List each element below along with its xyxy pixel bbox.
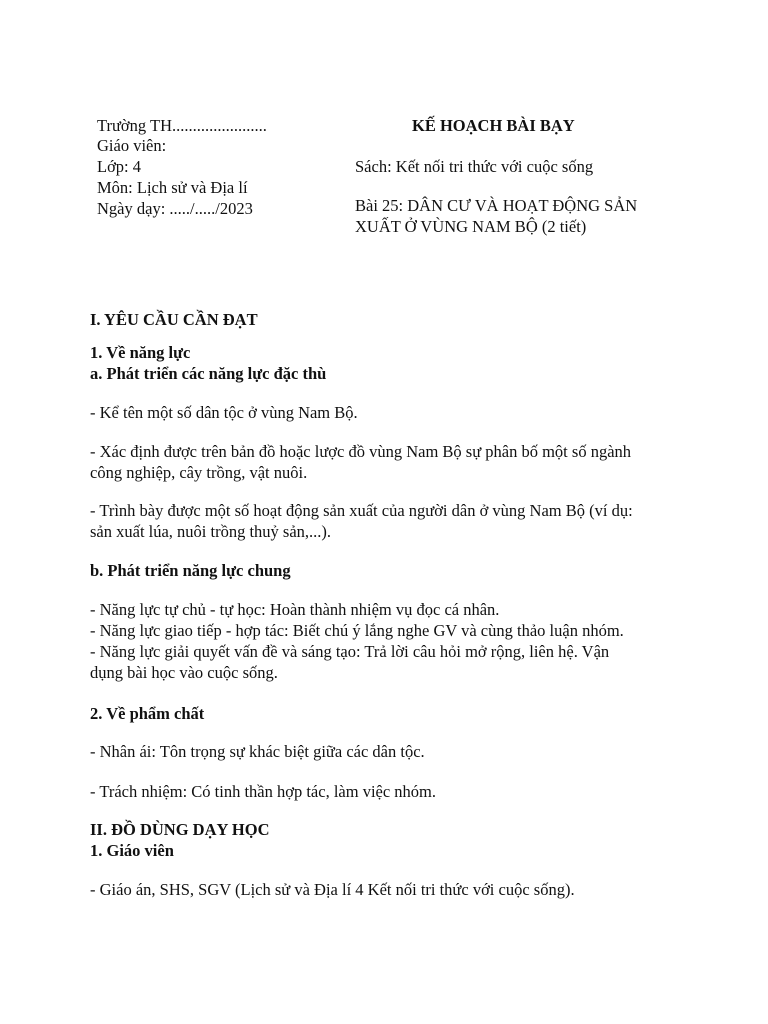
list-item: - Xác định được trên bản đồ hoặc lược đồ vùng Nam Bộ sự phân bố một số ngành	[90, 442, 632, 461]
plan-title: KẾ HOẠCH BÀI BẠY	[412, 116, 575, 135]
specific-competence-heading: a. Phát triển các năng lực đặc thù	[90, 364, 327, 383]
school-line: Trường TH.......................	[97, 116, 267, 135]
subject-line: Môn: Lịch sử và Địa lí	[97, 178, 248, 197]
list-item: - Năng lực tự chủ - tự học: Hoàn thành nhiệm vụ đọc cá nhân.	[90, 600, 500, 619]
list-item: - Năng lực giao tiếp - hợp tác: Biết chú ý lắng nghe GV và cùng thảo luận nhóm.	[90, 621, 624, 640]
teacher-materials-heading: 1. Giáo viên	[90, 841, 174, 860]
section-2-heading: II. ĐỒ DÙNG DẠY HỌC	[90, 820, 270, 839]
grade-line: Lớp: 4	[97, 157, 142, 176]
quality-heading: 2. Về phẩm chất	[90, 704, 205, 723]
list-item: - Nhân ái: Tôn trọng sự khác biệt giữa các dân tộc.	[90, 742, 425, 761]
general-competence-heading: b. Phát triển năng lực chung	[90, 561, 291, 580]
competence-heading: 1. Về năng lực	[90, 343, 191, 362]
book-line: Sách: Kết nối tri thức với cuộc sống	[355, 157, 594, 176]
list-item-continuation: sản xuất lúa, nuôi trồng thuỷ sản,...).	[90, 522, 332, 541]
teacher-line: Giáo viên:	[97, 136, 167, 155]
date-line: Ngày dạy: ...../...../2023	[97, 199, 253, 218]
list-item: - Trình bày được một số hoạt động sản xuất của người dân ở vùng Nam Bộ (ví dụ:	[90, 501, 633, 520]
list-item: - Năng lực giải quyết vấn đề và sáng tạo: Trả lời câu hỏi mở rộng, liên hệ. Vận	[90, 642, 610, 661]
list-item: - Kể tên một số dân tộc ở vùng Nam Bộ.	[90, 403, 358, 422]
section-1-heading: I. YÊU CẦU CẦN ĐẠT	[90, 310, 258, 329]
list-item-continuation: dụng bài học vào cuộc sống.	[90, 663, 278, 682]
list-item-continuation: công nghiệp, cây trồng, vật nuôi.	[90, 463, 308, 482]
lesson-title-line-2: XUẤT Ở VÙNG NAM BỘ (2 tiết)	[355, 217, 587, 236]
list-item: - Trách nhiệm: Có tinh thần hợp tác, làm việc nhóm.	[90, 782, 437, 801]
lesson-title-line-1: Bài 25: DÂN CƯ VÀ HOẠT ĐỘNG SẢN	[355, 196, 638, 215]
list-item: - Giáo án, SHS, SGV (Lịch sử và Địa lí 4 Kết nối tri thức với cuộc sống).	[90, 880, 575, 899]
